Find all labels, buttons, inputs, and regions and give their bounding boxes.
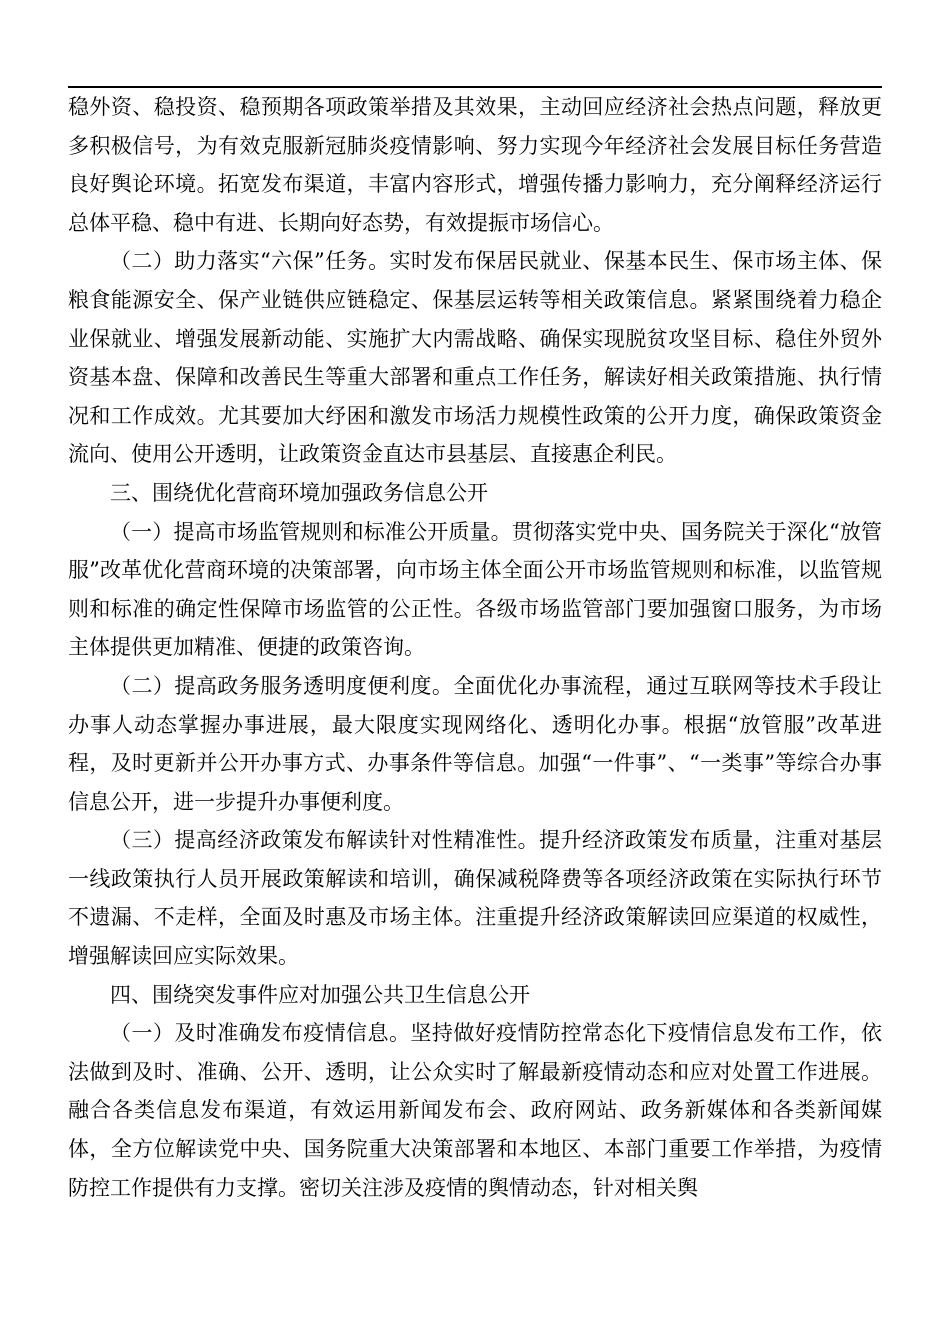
section-heading-4: 四、围绕突发事件应对加强公共卫生信息公开 bbox=[110, 982, 530, 1007]
paragraph-4-1: （一）及时准确发布疫情信息。坚持做好疫情防控常态化下疫情信息发布工作，依法做到及时、准确、公开、透明，让公众实时了解最新疫情动态和应对处置工作进展。融合各类信息发布渠道，有效运用新闻发布会、政府网站、政务新媒体和各类新闻媒体，全方位解读党中央、国务院重大决策部署和本地区、本部门重要工作举措，为疫情防控工作提供有力支撑。密切关注涉及疫情的舆情动态，针对相关舆 bbox=[68, 1021, 882, 1200]
paragraph-continued: 稳外资、稳投资、稳预期各项政策举措及其效果，主动回应经济社会热点问题，释放更多积极信号，为有效克服新冠肺炎疫情影响、努力实现今年经济社会发展目标任务营造良好舆论环境。拓宽发布渠道，丰富内容形式，增强传播力影响力，充分阐释经济运行总体平稳、稳中有进、长期向好态势，有效提振市场信心。 bbox=[68, 95, 882, 235]
section-heading-3: 三、围绕优化营商环境加强政务信息公开 bbox=[110, 480, 488, 505]
document-body bbox=[68, 88, 882, 1207]
paragraph-liubao-task: （二）助力落实“六保”任务。实时发布保居民就业、保基本民生、保市场主体、保粮食能源安全、保产业链供应链稳定、保基层运转等相关政策信息。紧紧围绕着力稳企业保就业、增强发展新动能、实施扩大内需战略、确保实现脱贫攻坚目标、稳住外贸外资基本盘、保障和改善民生等重大部署和重点工作任务，解读好相关政策措施、执行情况和工作成效。尤其要加大纾困和激发市场活力规模性政策的公开力度，确保政策资金流向、使用公开透明，让政策资金直达市县基层、直接惠企利民。 bbox=[68, 249, 882, 467]
paragraph-3-3: （三）提高经济政策发布解读针对性精准性。提升经济政策发布质量，注重对基层一线政策执行人员开展政策解读和培训，确保减税降费等各项经济政策在实际执行环节不遗漏、不走样，全面及时惠及市场主体。注重提升经济政策解读回应渠道的权威性，增强解读回应实际效果。 bbox=[68, 828, 882, 969]
paragraph-3-1: （一）提高市场监管规则和标准公开质量。贯彻落实党中央、国务院关于深化“放管服”改革优化营商环境的决策部署，向市场主体全面公开市场监管规则和标准，以监管规则和标准的确定性保障市场监管的公正性。各级市场监管部门要加强窗口服务，为市场主体提供更加精准、便捷的政策咨询。 bbox=[68, 519, 882, 660]
paragraph-3-2: （二）提高政务服务透明度便利度。全面优化办事流程，通过互联网等技术手段让办事人动态掌握办事进展，最大限度实现网络化、透明化办事。根据“放管服”改革进程，及时更新并公开办事方式、办事条件等信息。加强“一件事”、“一类事”等综合办事信息公开，进一步提升办事便利度。 bbox=[68, 673, 882, 814]
